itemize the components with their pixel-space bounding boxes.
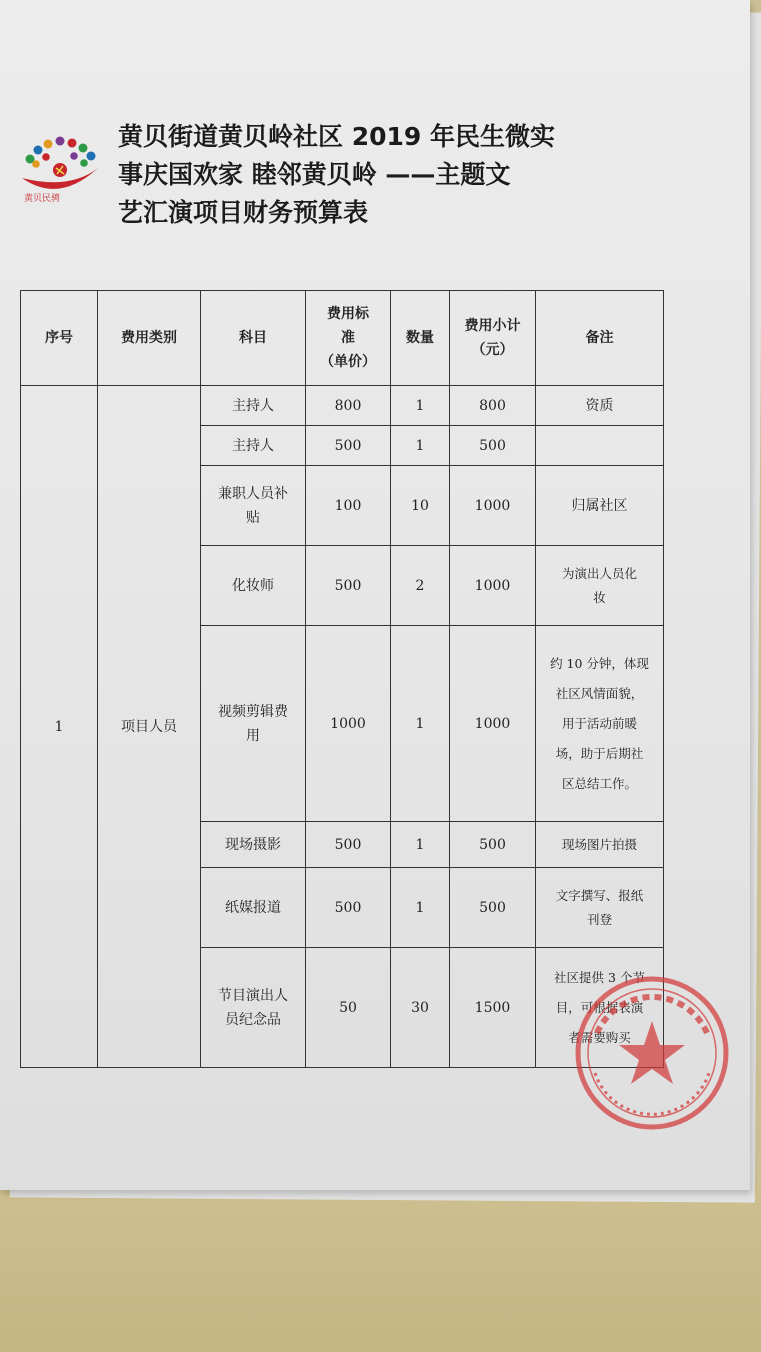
cell-item: 节目演出人 员纪念品 xyxy=(201,948,306,1068)
cell-qty: 10 xyxy=(391,466,450,546)
header-category: 费用类别 xyxy=(98,291,201,386)
cell-qty: 1 xyxy=(391,822,450,868)
cell-subtotal: 1000 xyxy=(450,466,536,546)
cell-subtotal: 1000 xyxy=(450,546,536,626)
official-seal-icon xyxy=(567,973,737,1133)
community-logo-icon xyxy=(14,126,104,208)
title-line: 黄贝街道黄贝岭社区 2019 年民生微实 xyxy=(118,122,555,151)
cell-price: 500 xyxy=(306,868,391,948)
cell-item: 视频剪辑费 用 xyxy=(201,626,306,822)
cell-qty: 1 xyxy=(391,386,450,426)
desk-surface xyxy=(0,1185,761,1352)
cell-remark: 文字撰写、报纸 刊登 xyxy=(536,868,664,948)
cell-price: 500 xyxy=(306,426,391,466)
cell-qty: 1 xyxy=(391,426,450,466)
cell-seq: 1 xyxy=(21,386,98,1068)
cell-item: 化妆师 xyxy=(201,546,306,626)
cell-item: 主持人 xyxy=(201,426,306,466)
cell-subtotal: 500 xyxy=(450,868,536,948)
cell-remark: 资质 xyxy=(536,386,664,426)
cell-remark: 社区提供 3 个节 目，可根据表演 者需要购买 xyxy=(536,948,664,1068)
header-subtotal: 费用小计 （元） xyxy=(450,291,536,386)
header-remark: 备注 xyxy=(536,291,664,386)
cell-remark: 现场图片拍摄 xyxy=(536,822,664,868)
cell-subtotal: 800 xyxy=(450,386,536,426)
cell-subtotal: 500 xyxy=(450,426,536,466)
cell-price: 800 xyxy=(306,386,391,426)
cell-remark: 约 10 分钟，体现 社区风情面貌， 用于活动前暖 场，助于后期社 区总结工作。 xyxy=(536,626,664,822)
header-seq: 序号 xyxy=(21,291,98,386)
table-header-row xyxy=(21,291,664,386)
cell-subtotal: 1500 xyxy=(450,948,536,1068)
cell-price: 50 xyxy=(306,948,391,1068)
cell-subtotal: 1000 xyxy=(450,626,536,822)
header-item: 科目 xyxy=(201,291,306,386)
cell-remark: 归属社区 xyxy=(536,466,664,546)
cell-subtotal: 500 xyxy=(450,822,536,868)
cell-qty: 2 xyxy=(391,546,450,626)
cell-price: 500 xyxy=(306,822,391,868)
cell-price: 1000 xyxy=(306,626,391,822)
table-row xyxy=(21,386,664,426)
cell-category: 项目人员 xyxy=(98,386,201,1068)
cell-item: 兼职人员补 贴 xyxy=(201,466,306,546)
cell-remark: 为演出人员化 妆 xyxy=(536,546,664,626)
budget-table xyxy=(20,290,664,1068)
cell-qty: 1 xyxy=(391,626,450,822)
header-quantity: 数量 xyxy=(391,291,450,386)
cell-price: 500 xyxy=(306,546,391,626)
cell-item: 纸媒报道 xyxy=(201,868,306,948)
cell-qty: 1 xyxy=(391,868,450,948)
cell-item: 现场摄影 xyxy=(201,822,306,868)
cell-item: 主持人 xyxy=(201,386,306,426)
cell-remark xyxy=(536,426,664,466)
title-line: 艺汇演项目财务预算表 xyxy=(118,198,369,227)
cell-price: 100 xyxy=(306,466,391,546)
title-line: 事庆国欢家 睦邻黄贝岭 ——主题文 xyxy=(118,160,511,189)
header-unit-price: 费用标 准 （单价） xyxy=(306,291,391,386)
document-title xyxy=(118,118,638,232)
cell-qty: 30 xyxy=(391,948,450,1068)
logo-caption: 黄贝民骋 xyxy=(24,194,61,204)
